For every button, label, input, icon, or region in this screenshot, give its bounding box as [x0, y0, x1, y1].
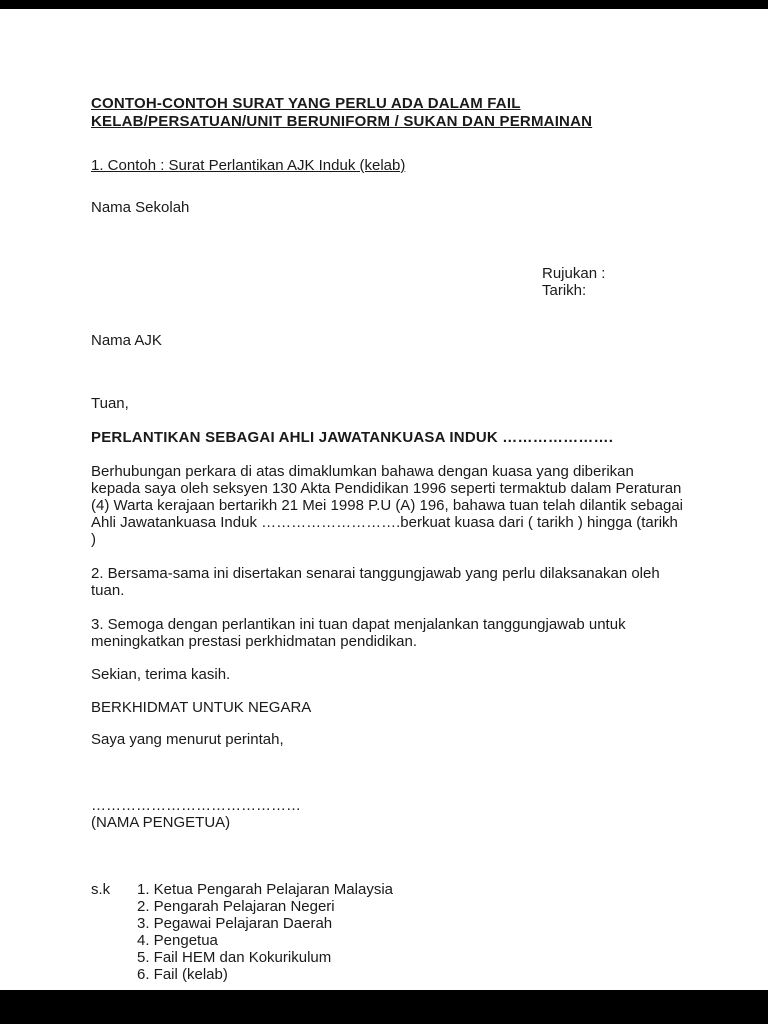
signature-dotted-line: …………………………………… [91, 797, 301, 814]
cc-item: 1. Ketua Pengarah Pelajaran Malaysia [137, 881, 393, 898]
sign-off-line: Saya yang menurut perintah, [91, 731, 284, 748]
cc-item: 3. Pegawai Pelajaran Daerah [137, 915, 333, 932]
reference-block [91, 265, 688, 299]
document-title: CONTOH-CONTOH SURAT YANG PERLU ADA DALAM FAIL KELAB/PERSATUAN/UNIT BERUNIFORM / SUKAN DAN PERMAINAN [91, 95, 593, 130]
motto-line: BERKHIDMAT UNTUK NEGARA [91, 699, 312, 716]
salutation: Tuan, [91, 395, 129, 412]
signature-name-placeholder: (NAMA PENGETUA) [91, 814, 231, 831]
paragraph-1: Berhubungan perkara di atas dimaklumkan bahawa dengan kuasa yang diberikan kepada saya oleh seksyen 130 Akta Pendidikan 1996 seperti termaktub dalam Peraturan (4) Warta kerajaan bertarikh 21 Mei 1998 P.U (A) 196, bahawa tuan telah dilantik sebagai Ahli Jawatankuasa Induk ……………………….berkuat kuasa dari ( tarikh ) hingga (tarikh ) [91, 463, 684, 548]
cc-label: s.k [91, 881, 111, 898]
tarikh-label: Tarikh: [542, 282, 587, 299]
paragraph-3: 3. Semoga dengan perlantikan ini tuan dapat menjalankan tanggungjawab untuk meningkatkan prestasi perkhidmatan pendidikan. [91, 616, 626, 650]
letter-body [0, 9, 768, 983]
cc-item: 6. Fail (kelab) [137, 966, 228, 983]
committee-member-placeholder: Nama AJK [91, 332, 162, 349]
cc-item: 2. Pengarah Pelajaran Negeri [137, 898, 335, 915]
cc-item: 5. Fail HEM dan Kokurikulum [137, 949, 332, 966]
rujukan-label: Rujukan : [542, 265, 606, 282]
cc-item: 4. Pengetua [137, 932, 218, 949]
cc-list [137, 881, 393, 983]
school-name-placeholder: Nama Sekolah [91, 199, 190, 216]
closing-line: Sekian, terima kasih. [91, 666, 231, 683]
subject-line: PERLANTIKAN SEBAGAI AHLI JAWATANKUASA INDUK …………………. [91, 429, 614, 446]
example-heading: 1. Contoh : Surat Perlantikan AJK Induk (kelab) [91, 157, 406, 174]
document-page [0, 9, 768, 990]
paragraph-2: 2. Bersama-sama ini disertakan senarai tanggungjawab yang perlu dilaksanakan oleh tuan. [91, 565, 660, 599]
cc-block [91, 881, 688, 983]
